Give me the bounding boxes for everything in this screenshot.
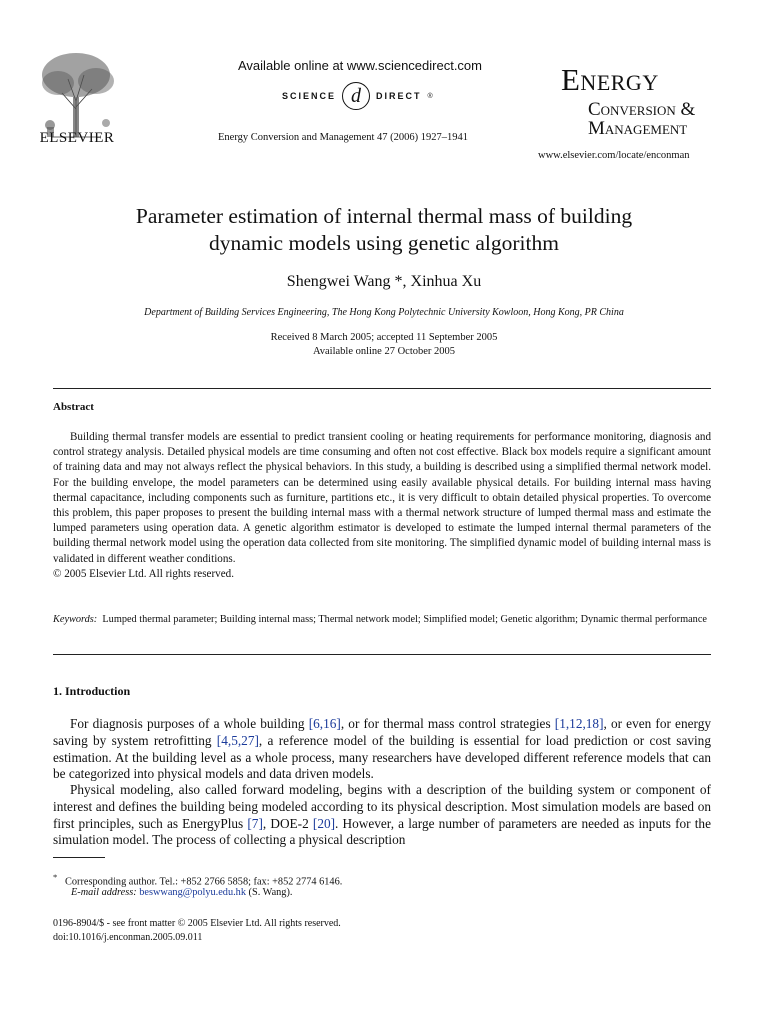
p1-text-b: , or for thermal mass control strategies — [340, 716, 555, 731]
paragraph-2 — [53, 782, 711, 849]
citation-link[interactable]: [1,12,18] — [554, 716, 604, 731]
citation-link[interactable]: [4,5,27] — [216, 732, 259, 748]
abstract-text: Building thermal transfer models are essential to predict transient cooling or heating requirements for performance monitoring, diagnosis and control strategy analysis. Detailed physical models are time consuming and often not cost effective. Black box models require a significant amount of training data and may not always reflect the physical behaviors. In this study, a building is described using a simplified thermal network model. For the building envelope, the model parameters can be determined using easily available physical details. For building internal mass having thermal capacitance, including components such as furniture, partitions etc., it is very difficult to obtain detailed physical properties. To overcome this problem, this paper proposes to present the building internal mass with a thermal network structure of lumped thermal mass and estimate the lumped parameters using operation data. A genetic algorithm estimator is developed to estimate the lumped internal thermal parameters of the building thermal network model using the operation data collected from site monitoring. The simplified dynamic model of building internal mass is validated in different weather conditions. — [53, 431, 711, 565]
citation-link[interactable]: [7] — [247, 815, 263, 831]
citation-link[interactable]: [6,16] — [308, 716, 341, 731]
affiliation: Department of Building Services Engineering, The Hong Kong Polytechnic University Kowloon, Hong Kong, PR China — [144, 307, 624, 318]
footnote-corresponding — [53, 872, 342, 887]
journal-name-line1: Energy — [561, 62, 659, 97]
p1-text-c: , or even for energy saving by system retrofitting — [53, 716, 711, 748]
article-dates — [0, 331, 768, 359]
divider-bottom — [53, 654, 711, 655]
publisher-name: ELSEVIER — [39, 130, 115, 146]
paragraph-1 — [53, 716, 711, 783]
authors: Shengwei Wang *, Xinhua Xu — [286, 273, 482, 290]
corresponding-text: Corresponding author. Tel.: +852 2766 5858; fax: +852 2774 6146. — [65, 876, 343, 888]
journal-url[interactable]: www.elsevier.com/locate/enconman — [538, 150, 690, 161]
keywords-list: Lumped thermal parameter; Building internal mass; Thermal network model; Simplified model; Genetic algorithm; Dynamic thermal performance — [102, 614, 707, 625]
p2-text-b: , DOE-2 — [262, 815, 313, 831]
journal-name-line2: Conversion & — [588, 99, 696, 120]
sciencedirect-logo[interactable] — [282, 82, 435, 110]
citation-link[interactable]: [20] — [312, 815, 336, 831]
registered-mark: ® — [427, 92, 435, 100]
abstract-heading: Abstract — [53, 401, 94, 413]
email-link[interactable]: beswwang@polyu.edu.hk — [139, 887, 246, 898]
article-title — [0, 203, 768, 257]
p1-text-a: For diagnosis purposes of a whole building — [70, 716, 309, 731]
p1-text-d: , a reference model of the building is essential for load prediction or cost saving estimation. At the building level as a whole process, many researchers have developed different reference models that can be categorized into physical models and data driven models. — [53, 732, 711, 782]
p2-text-c: . However, a large number of parameters are needed as inputs for the simulation model. The process of collecting a physical description — [53, 815, 711, 848]
issn-line: 0196-8904/$ - see front matter © 2005 Elsevier Ltd. All rights reserved. — [53, 918, 341, 929]
email-suffix: (S. Wang). — [245, 887, 293, 898]
title-line2: dynamic models using genetic algorithm — [209, 231, 559, 255]
footnote-email — [71, 887, 292, 898]
keywords — [53, 612, 711, 627]
abstract-copyright: © 2005 Elsevier Ltd. All rights reserved. — [53, 567, 234, 580]
keywords-label: Keywords: — [53, 614, 98, 625]
available-online-text[interactable]: Available online at www.sciencedirect.com — [238, 58, 482, 73]
footnote-divider — [53, 857, 105, 858]
journal-citation: Energy Conversion and Management 47 (2006) 1927–1941 — [218, 132, 469, 143]
divider-top — [53, 388, 711, 389]
sciencedirect-circle-icon — [342, 82, 370, 110]
p2-text-a: Physical modeling, also called forward modeling, begins with a description of the building system or component of interest and defines the building being modeled according to its physical description. Most simulation models are based on first principles, such as EnergyPlus — [53, 782, 711, 831]
email-label: E-mail address: — [71, 887, 137, 898]
footnote-mark: * — [53, 872, 58, 882]
received-date: Received 8 March 2005; accepted 11 September 2005 — [270, 332, 498, 343]
sciencedirect-right: DIRECT — [376, 91, 422, 101]
journal-name-line3: Management — [588, 118, 688, 139]
sciencedirect-d: d — [351, 84, 362, 107]
available-date: Available online 27 October 2005 — [312, 346, 456, 357]
abstract-body — [53, 430, 711, 582]
section-heading: 1. Introduction — [53, 684, 131, 698]
sciencedirect-left: SCIENCE — [282, 91, 337, 101]
title-line1: Parameter estimation of internal thermal mass of building — [135, 204, 633, 228]
doi-line[interactable]: doi:10.1016/j.enconman.2005.09.011 — [53, 932, 203, 943]
